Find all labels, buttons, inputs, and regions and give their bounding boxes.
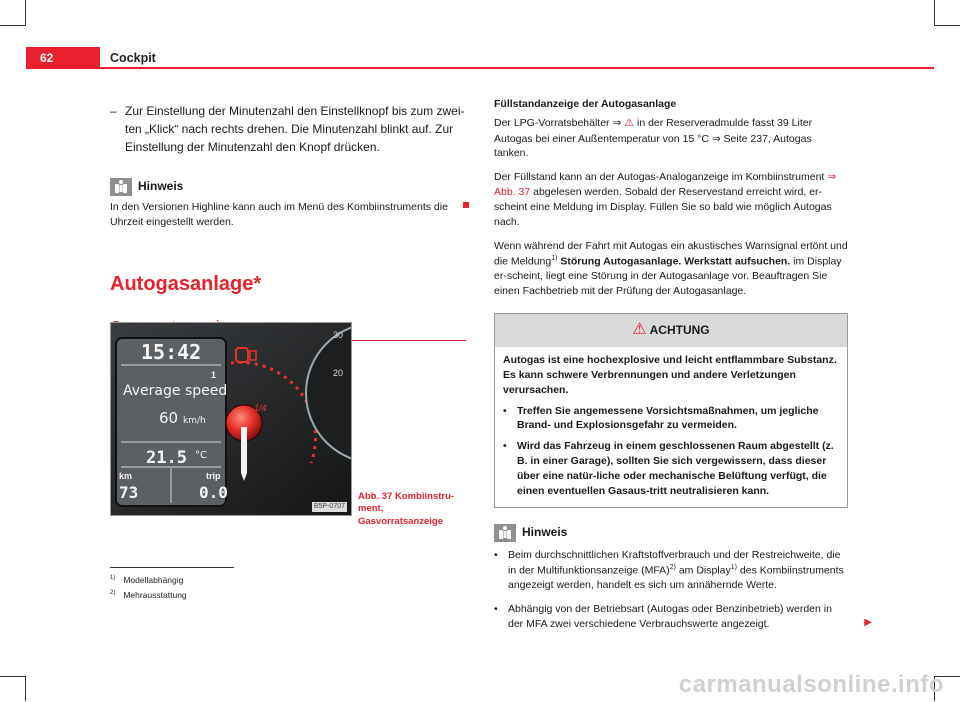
temperature-unit: °C bbox=[195, 450, 207, 461]
chapter-heading: Autogasanlage* bbox=[110, 272, 262, 295]
warning-box bbox=[494, 313, 848, 508]
hint-list bbox=[494, 548, 872, 632]
svg-text:1/4: 1/4 bbox=[254, 403, 267, 413]
figure-reference-link[interactable]: ⇒ Abb. 37 bbox=[494, 171, 837, 199]
speed-unit: km/h bbox=[183, 416, 206, 426]
footnote-mark: 2) bbox=[110, 590, 116, 597]
mfa-menu-title: Average speed bbox=[123, 383, 228, 399]
figure-caption: Abb. 37 Kombiinstru-ment, Gasvorratsanzeige bbox=[358, 491, 455, 527]
hint-bullet: • Abhängig von der Betriebsart (Autogas oder Benzinbetrieb) werden in der MFA zwei verschiedene Verbrauchswerte angezeigt. bbox=[494, 602, 848, 632]
footnote-text: Modellabhängig bbox=[123, 575, 184, 585]
hint-header bbox=[110, 178, 466, 196]
hint-text-b: am Display bbox=[678, 564, 731, 577]
warning-header bbox=[495, 314, 847, 347]
dash-marker: – bbox=[110, 104, 117, 118]
dial-label-top: 30 bbox=[333, 330, 344, 340]
watermark: carmanualsonline.info bbox=[678, 671, 944, 698]
crop-mark bbox=[934, 0, 935, 26]
gear-indicator: 1 bbox=[211, 370, 217, 380]
trip-value: 0.0 bbox=[199, 483, 228, 502]
footnote-ref: 1) bbox=[730, 563, 737, 571]
hint-label: Hinweis bbox=[522, 525, 568, 540]
fault-text-a: Wenn während der Fahrt mit Autogas ein akustisches Warnsignal ertönt und die Meldung bbox=[494, 239, 848, 268]
warning-label: ACHTUNG bbox=[649, 323, 710, 338]
footnote-text: Mehrausstattung bbox=[123, 590, 187, 600]
hint-text-a: Beim durchschnittlichen Kraftstoffverbrauch und der Restreichweite, die in der Multifunktionsanzeige (MFA) bbox=[508, 548, 841, 577]
section-title: Cockpit bbox=[110, 51, 156, 65]
hint-text-c: des Kombiinstruments angezeigt werden, handelt es sich um annähernde Werte. bbox=[508, 564, 844, 592]
paragraph-fault bbox=[494, 239, 848, 299]
crop-mark bbox=[25, 0, 26, 26]
footnote-rule bbox=[110, 567, 234, 568]
hint-bullet bbox=[494, 548, 848, 593]
odometer-value: 73 bbox=[119, 483, 139, 502]
left-column bbox=[110, 102, 466, 341]
crop-mark bbox=[934, 25, 960, 26]
hint-label: Hinweis bbox=[138, 179, 184, 194]
footnote-ref: 1) bbox=[551, 254, 558, 262]
average-speed-value: 60 bbox=[159, 409, 179, 427]
instrument-cluster-illustration bbox=[111, 323, 351, 515]
fill-level-title: Füllstandanzeige der Autogasanlage bbox=[494, 98, 677, 110]
warning-bullet: • Treffen Sie angemessene Vorsichtsmaßnahmen, um jegliche Brand- und Explosionsgefahr zu vermeiden. bbox=[503, 404, 839, 434]
right-column bbox=[494, 97, 872, 641]
step-text: Zur Einstellung der Minutenzahl den Einstellknopf bis zum zwei-ten „Klick“ nach rechts drehen. Die Minutenzahl blinkt auf. Zur Einstellung der Minutenzahl den Knopf drücken. bbox=[125, 104, 465, 154]
footnote bbox=[110, 589, 187, 601]
footnote-ref: 2) bbox=[669, 563, 676, 571]
hint-text: In den Versionen Highline kann auch im Menü des Kombiinstruments die Uhrzeit eingestellt werden. bbox=[110, 201, 448, 228]
step-item bbox=[110, 102, 466, 156]
continue-arrow-icon: ▶ bbox=[864, 616, 872, 628]
fault-text-b: im Display er-scheint, liegt eine Störung in der Autogasanlage vor. Beauftragen Sie einen Fachbetrieb mit der Prüfung der Autogasanlage. bbox=[494, 255, 842, 298]
tank-text-b: in der Reserveradmulde fasst 39 Liter Autogas bei einer Außentemperatur von 15 °C ⇒ Seite 237, Autogas tanken. bbox=[494, 116, 813, 160]
footnote bbox=[110, 574, 183, 586]
hint-header bbox=[494, 524, 848, 542]
crop-mark bbox=[0, 25, 26, 26]
tank-text-a: Der LPG-Vorratsbehälter ⇒ bbox=[494, 116, 622, 129]
trip-label: trip bbox=[206, 471, 221, 481]
footnote-mark: 1) bbox=[110, 575, 116, 582]
outside-temperature: 21.5 bbox=[146, 448, 187, 468]
hint-note-icon bbox=[110, 178, 132, 196]
warning-triangle-icon: ⚠ bbox=[632, 321, 647, 339]
warning-triangle-icon: ⚠ bbox=[624, 116, 635, 129]
paragraph-tank bbox=[494, 116, 848, 161]
km-label: km bbox=[119, 471, 133, 481]
fill-text-a: Der Füllstand kann an der Autogas-Analoganzeige im Kombiinstrument bbox=[494, 171, 825, 184]
hint-note-icon bbox=[494, 524, 516, 542]
page-number-tab bbox=[26, 47, 100, 69]
warning-body bbox=[495, 347, 847, 507]
paragraph-fill-level bbox=[494, 170, 848, 230]
end-marker bbox=[463, 202, 469, 208]
page-number: 62 bbox=[40, 51, 54, 65]
clock-time: 15:42 bbox=[141, 340, 202, 364]
warning-bullet: • Wird das Fahrzeug in einem geschlossenen Raum abgestellt (z. B. in einer Garage), sollten Sie sich vergewissern, dass dieser über eine natür-liche oder mechanische Belüftung verfügt, die einen eventuellen Gasaus-tritt neutralisieren kann. bbox=[503, 439, 839, 499]
figure-code: B5P-0707 bbox=[313, 503, 345, 511]
fill-text-b: abgelesen werden. Sobald der Reservestand erreicht wird, er-scheint eine Meldung im Display. Füllen Sie so bald wie möglich Autogas nach. bbox=[494, 186, 832, 229]
dial-label-mid: 20 bbox=[333, 368, 344, 378]
instrument-cluster-figure bbox=[110, 322, 352, 516]
warning-text: Autogas ist eine hochexplosive und leicht entflammbare Substanz. Es kann schwere Verbrennungen und andere Verletzungen verursachen. bbox=[503, 353, 837, 396]
header-rule bbox=[100, 67, 934, 69]
fault-message: Störung Autogasanlage. Werkstatt aufsuchen. bbox=[560, 255, 791, 268]
